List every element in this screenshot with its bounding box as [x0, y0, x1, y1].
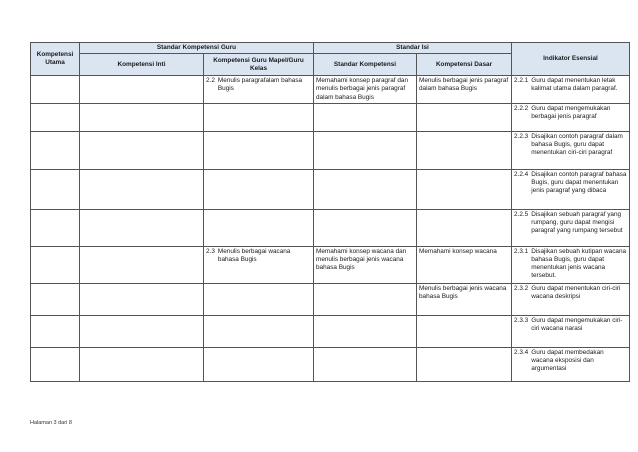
- header-kompetensi-dasar: Kompetensi Dasar: [417, 54, 512, 76]
- item-number: 2.3.2: [514, 284, 529, 292]
- cell-kompetensi-dasar: [417, 169, 512, 209]
- cell-kompetensi-inti: [80, 246, 204, 283]
- cell-kompetensi-inti: [80, 315, 204, 347]
- cell-kompetensi-dasar: [417, 315, 512, 347]
- cell-standar-kompetensi: [314, 209, 417, 246]
- header-standar-kompetensi-guru: Standar Kompetensi Guru: [80, 43, 314, 54]
- cell-kompetensi-dasar: Menulis berbagai jenis wacana bahasa Bugis: [417, 283, 512, 315]
- cell-indikator: [512, 103, 630, 131]
- cell-indikator: [512, 246, 630, 283]
- item-text: Disajikan contoh paragraf bahasa Bugis, guru dapat menentukan jenis paragraf yang dibaca: [531, 170, 627, 195]
- cell-standar-kompetensi: [314, 103, 417, 131]
- cell-indikator: [512, 283, 630, 315]
- item-number: 2.2.3: [514, 132, 529, 140]
- item-text: Disajikan sebuah kutipan wacana bahasa Bugis, guru dapat menentukan jenis wacana tersebut.: [531, 247, 627, 280]
- cell-kompetensi-dasar: [417, 131, 512, 169]
- cell-kompetensi-dasar: [417, 209, 512, 246]
- cell-kompetensi-inti: [80, 103, 204, 131]
- cell-kompetensi-utama: [31, 209, 80, 246]
- cell-indikator: [512, 131, 630, 169]
- table-row: [31, 169, 630, 209]
- table-row: [31, 246, 630, 283]
- cell-standar-kompetensi: [314, 347, 417, 381]
- cell-indikator: [512, 76, 630, 104]
- cell-standar-kompetensi: [314, 315, 417, 347]
- item-number: 2.3.3: [514, 316, 529, 324]
- cell-standar-kompetensi: Memahami konsep wacana dan menulis berbagai jenis wacana bahasa Bugis: [314, 246, 417, 283]
- cell-kompetensi-utama: [31, 246, 80, 283]
- cell-kompetensi-inti: [80, 347, 204, 381]
- table-row: [31, 131, 630, 169]
- item-number: 2.2.4: [514, 170, 529, 178]
- item-text: Guru dapat membedakan wacana eksposisi dan argumentasi: [531, 348, 604, 373]
- cell-indikator: [512, 315, 630, 347]
- item-number: 2.2.5: [514, 210, 529, 218]
- header-kompetensi-guru-mapel: Kompetensi Guru Mapel/Guru Kelas: [204, 54, 314, 76]
- header-indikator-esensial: Indikator Esensial: [512, 43, 630, 76]
- table-row: [31, 347, 630, 381]
- cell-standar-kompetensi: Memahami konsep paragraf dan menulis berbagai jenis paragraf dalam bahasa Bugis: [314, 76, 417, 104]
- item-number: 2.3: [206, 247, 215, 255]
- cell-kompetensi-inti: [80, 169, 204, 209]
- cell-kompetensi-dasar: [417, 347, 512, 381]
- cell-kompetensi-guru: [204, 209, 314, 246]
- item-number: 2.3.1: [514, 247, 529, 255]
- item-text: Guru dapat mengemukakan ciri-ciri wacana narasi: [531, 316, 623, 333]
- item-number: 2.3.4: [514, 348, 529, 356]
- competency-table: [30, 42, 630, 382]
- item-number: 2.2: [206, 77, 215, 85]
- header-kompetensi-utama: Kompetensi Utama: [31, 43, 80, 76]
- item-text: Guru dapat mengemukakan berbagai jenis paragraf: [531, 104, 611, 121]
- cell-standar-kompetensi: [314, 169, 417, 209]
- cell-kompetensi-guru: [204, 246, 314, 283]
- cell-kompetensi-guru: [204, 315, 314, 347]
- cell-kompetensi-utama: [31, 283, 80, 315]
- cell-indikator: [512, 169, 630, 209]
- cell-kompetensi-inti: [80, 131, 204, 169]
- item-text: Menulis berbagai wacana bahasa Bugis: [217, 247, 291, 264]
- item-text: Menulis paragrafalam bahasa Bugis: [217, 77, 303, 93]
- cell-kompetensi-guru: [204, 169, 314, 209]
- header-standar-kompetensi: Standar Kompetensi: [314, 54, 417, 76]
- item-text: Disajikan contoh paragraf dalam bahasa Bugis, guru dapat menentukan ciri-ciri paragraf: [531, 132, 623, 157]
- item-number: 2.2.2: [514, 104, 529, 112]
- cell-kompetensi-guru: [204, 103, 314, 131]
- table-row: [31, 209, 630, 246]
- table-row: [31, 76, 630, 104]
- item-text: Guru dapat menentukan ciri-ciri wacana deskripsi: [531, 284, 621, 301]
- cell-kompetensi-guru: [204, 131, 314, 169]
- page-footer: Halaman 3 dari 8: [30, 420, 72, 426]
- header-standar-isi: Standar Isi: [314, 43, 512, 54]
- item-text: Guru dapat menentukan letak kalimat utama dalam paragraf.: [531, 77, 618, 93]
- table-row: [31, 315, 630, 347]
- cell-kompetensi-inti: [80, 283, 204, 315]
- cell-kompetensi-utama: [31, 131, 80, 169]
- table-row: [31, 283, 630, 315]
- cell-kompetensi-dasar: [417, 103, 512, 131]
- cell-kompetensi-inti: [80, 209, 204, 246]
- cell-kompetensi-dasar: Memahami konsep wacana: [417, 246, 512, 283]
- header-kompetensi-inti: Kompetensi Inti: [80, 54, 204, 76]
- cell-kompetensi-guru: [204, 76, 314, 104]
- cell-standar-kompetensi: [314, 131, 417, 169]
- cell-kompetensi-guru: [204, 347, 314, 381]
- item-number: 2.2.1: [514, 77, 529, 85]
- cell-indikator: [512, 347, 630, 381]
- item-text: Disajikan sebuah paragraf yang rumpang, guru dapat mengisi paragraf yang rumpang tersebut: [531, 210, 623, 235]
- cell-kompetensi-guru: [204, 283, 314, 315]
- cell-kompetensi-utama: [31, 169, 80, 209]
- cell-kompetensi-utama: [31, 103, 80, 131]
- cell-indikator: [512, 209, 630, 246]
- cell-kompetensi-inti: [80, 76, 204, 104]
- cell-kompetensi-dasar: Menulis berbagai jenis paragraf dalam bahasa Bugis: [417, 76, 512, 104]
- cell-standar-kompetensi: [314, 283, 417, 315]
- cell-kompetensi-utama: [31, 315, 80, 347]
- cell-kompetensi-utama: [31, 76, 80, 104]
- table-row: [31, 103, 630, 131]
- cell-kompetensi-utama: [31, 347, 80, 381]
